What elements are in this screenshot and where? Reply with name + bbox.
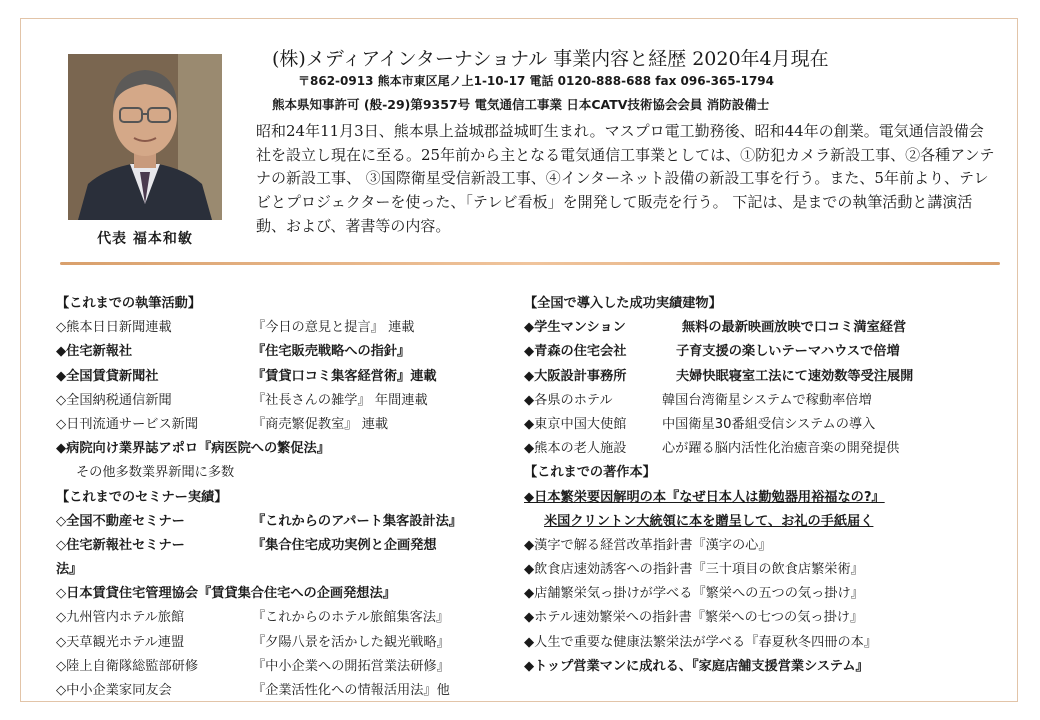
right-column [524,292,1004,679]
list-item: ◇全国納税通信新聞 『社長さんの雑学』 年間連載 [56,392,428,408]
company-address: 〒862-0913 熊本市東区尾ノ上1-10-17 電話 0120-888-688 fax 096-365-1794 [298,74,774,88]
list-item: ◆熊本の老人施設 心が躍る脳内活性化治癒音楽の開発提供 [524,441,900,457]
list-item: ◇陸上自衛隊総監部研修 『中小企業への開拓営業法研修』 [56,658,450,674]
books-heading: 【これまでの著作本】 [524,465,656,481]
list-item: ◆漢字で解る経営改革指針書『漢字の心』 [524,537,772,553]
list-item: ◇九州管内ホテル旅館 『これからのホテル旅館集客法』 [56,610,450,626]
list-item: ◆飲食店速効誘客への指針書『三十項目の飲食店繁栄術』 [524,562,864,578]
list-item: ◇中小企業家同友会 『企業活性化への情報活用法』他 [56,683,450,698]
profile-bio: 昭和24年11月3日、熊本県上益城郡益城町生まれ。マスプロ電工勤務後、昭和44年の創業。電気通信設備会社を設立し現在に至る。25年前から主となる電気通信工事業としては、①防犯カメラ新設工事、②各種アンテナの新設工事、 ③国際衛星受信新設工事、④インターネット設備の新設工事を行う。また、5年前より、テレビとプロジェクターを使った、「テレビ看板」を開発して販売を行う。 下記は、是までの執筆活動と講演活動、および、著書等の内容。 [256,122,995,235]
list-item: ◆病院向け業界誌アポロ『病医院への繁促法』 [56,441,330,457]
list-item: ◇熊本日日新聞連載 『今日の意見と提言』 連載 [56,320,415,336]
seminar-heading: 【これまでのセミナー実績】 [56,489,228,505]
list-item: ◆東京中国大使館 中国衛星30番組受信システムの導入 [524,416,876,432]
list-item: ◆トップ営業マンに成れる、『家庭店舗支援営業システム』 [524,658,869,674]
list-item: ◇住宅新報社セミナー 『集合住宅成功実例と企画発想 [56,537,437,553]
list-item-continued: 法』 [56,562,83,578]
portrait-caption: 代表 福本和敏 [97,231,193,247]
left-column [56,292,504,703]
list-item: ◆大阪設計事務所 夫婦快眠寝室工法にて速効数等受注展開 [524,368,914,384]
book-featured-note: 米国クリントン大統領に本を贈呈して、お礼の手紙届く [544,513,874,529]
writing-heading: 【これまでの執筆活動】 [56,296,202,311]
list-item: ◆人生で重要な健康法繁栄法が学べる『春夏秋冬四冊の本』 [524,634,878,650]
list-item: その他多数業界新聞に多数 [76,465,235,481]
list-item: ◆店舗繁栄気っ掛けが学べる『繁栄への五つの気っ掛け』 [524,586,864,602]
list-item: ◆各県のホテル 韓国台湾衛星システムで稼動率倍増 [524,392,872,408]
list-item: ◆住宅新報社 『住宅販売戦略への指針』 [56,344,411,360]
list-item: ◆ホテル速効繁栄への指針書『繁栄への七つの気っ掛け』 [524,610,864,626]
section-divider [60,262,1000,265]
page-title: (株)メディアインターナショナル 事業内容と経歴 2020年4月現在 [272,48,829,70]
list-item: ◇日刊流通サービス新聞 『商売繁促教室』 連載 [56,416,389,432]
list-item: ◆全国賃貸新聞社 『賃貸口コミ集客経営術』連載 [56,368,437,384]
company-license: 熊本県知事許可 (般-29)第9357号 電気通信工事業 日本CATV技術協会会員 消防設備士 [272,97,770,112]
list-item: ◇日本賃貸住宅管理協会『賃貸集合住宅への企画発想法』 [56,586,396,602]
book-featured: ◆日本繁栄要因解明の本『なぜ日本人は勤勉器用裕福なの?』 [524,489,885,505]
list-item: ◇天草観光ホテル連盟 『夕陽八景を活かした観光戦略』 [56,634,450,650]
list-item: ◇全国不動産セミナー 『これからのアパート集客設計法』 [56,513,462,529]
buildings-heading: 【全国で導入した成功実績建物】 [524,296,722,311]
list-item: ◆学生マンション 無料の最新映画放映で口コミ満室経営 [524,320,907,336]
portrait-photo [68,54,222,220]
list-item: ◆青森の住宅会社 子育支援の楽しいテーマハウスで倍増 [524,344,900,360]
